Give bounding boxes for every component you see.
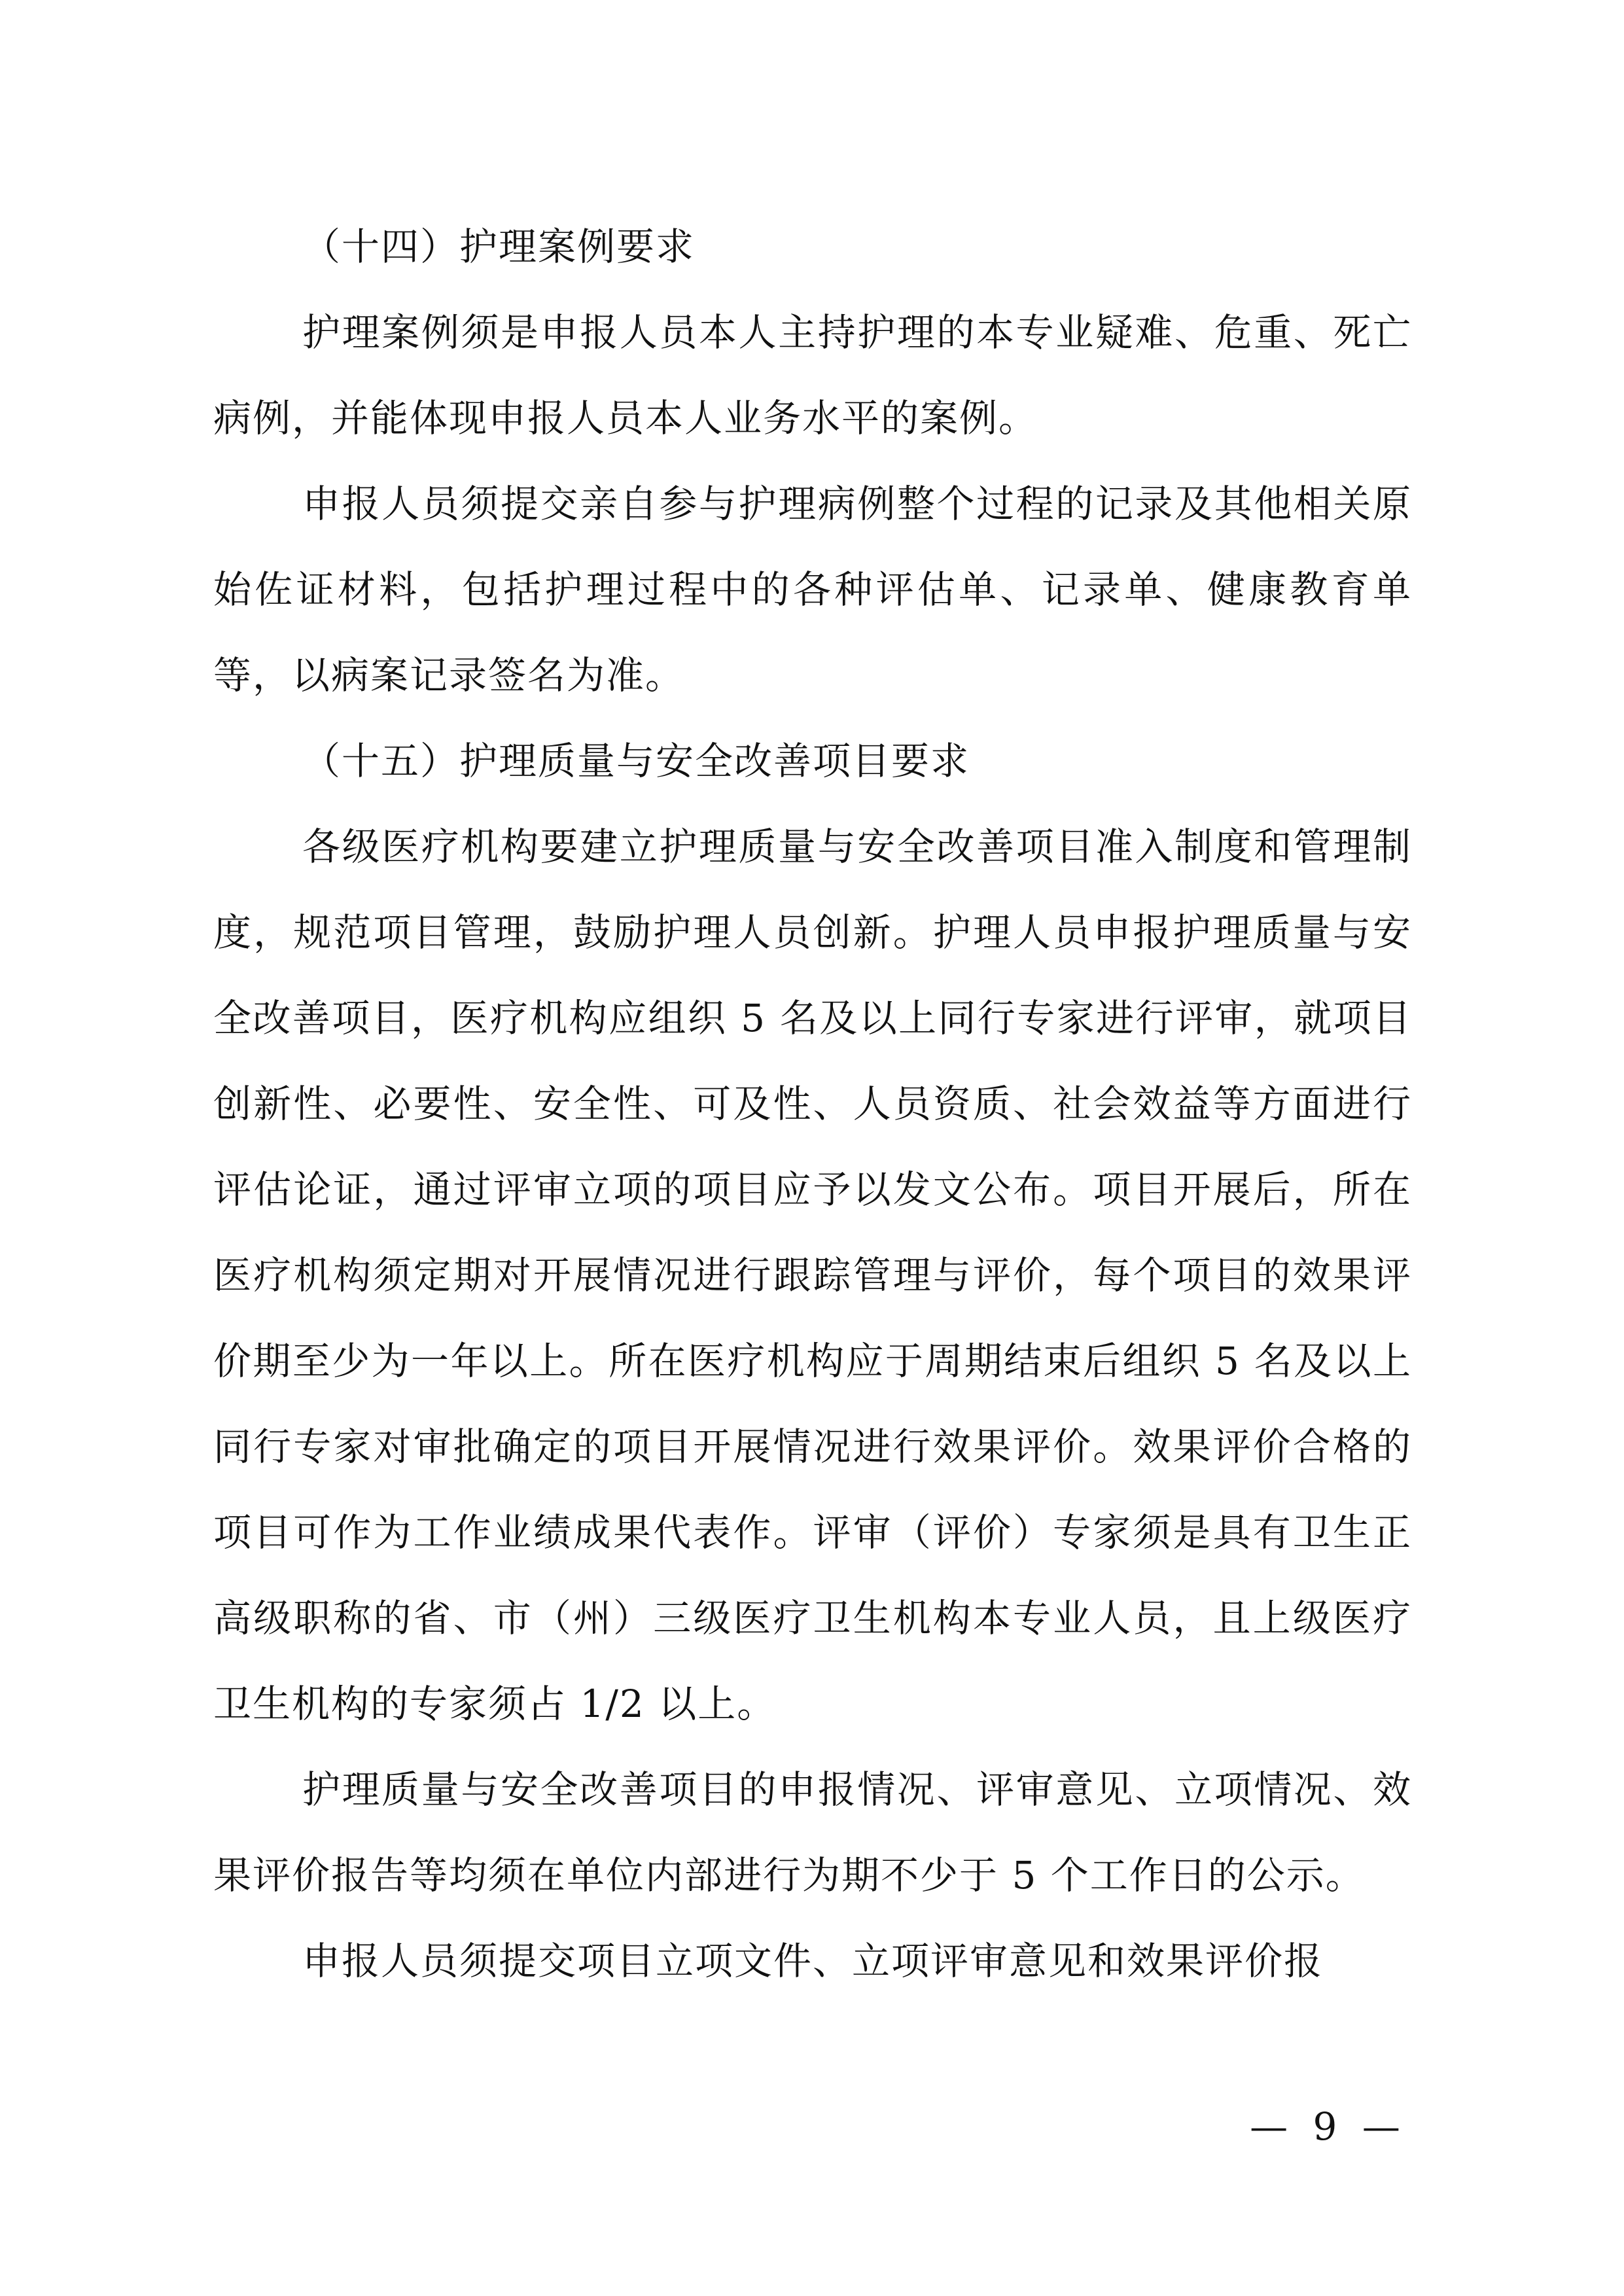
section-heading-14: （十四）护理案例要求 <box>302 224 696 269</box>
document-body <box>213 204 1412 2004</box>
paragraph: 申报人员须提交项目立项文件、立项评审意见和效果评价报 <box>302 1939 1324 1983</box>
paragraph: 护理案例须是申报人员本人主持护理的本专业疑难、危重、死亡病例，并能体现申报人员本人业务水平的案例。 <box>213 310 1412 440</box>
section-heading-15: （十五）护理质量与安全改善项目要求 <box>302 739 970 783</box>
page-number: — 9 — <box>1250 2104 1407 2149</box>
paragraph: 各级医疗机构要建立护理质量与安全改善项目准入制度和管理制度，规范项目管理，鼓励护理人员创新。护理人员申报护理质量与安全改善项目，医疗机构应组织 5 名及以上同行专家进行评审，就项目创新性、必要性、安全性、可及性、人员资质、社会效益等方面进行评估论证，通过评审立项的项目应予以发文公布。项目开展后，所在医疗机构须定期对开展情况进行跟踪管理与评价，每个项目的效果评价期至少为一年以上。所在医疗机构应于周期结束后组织 5 名及以上同行专家对审批确定的项目开展情况进行效果评价。效果评价合格的项目可作为工作业绩成果代表作。评审（评价）专家须是具有卫生正高级职称的省、市（州）三级医疗卫生机构本专业人员，且上级医疗卫生机构的专家须占 1/2 以上。 <box>213 824 1412 1726</box>
paragraph: 护理质量与安全改善项目的申报情况、评审意见、立项情况、效果评价报告等均须在单位内部进行为期不少于 5 个工作日的公示。 <box>213 1767 1412 1898</box>
paragraph: 申报人员须提交亲自参与护理病例整个过程的记录及其他相关原始佐证材料，包括护理过程中的各种评估单、记录单、健康教育单等，以病案记录签名为准。 <box>213 482 1412 698</box>
